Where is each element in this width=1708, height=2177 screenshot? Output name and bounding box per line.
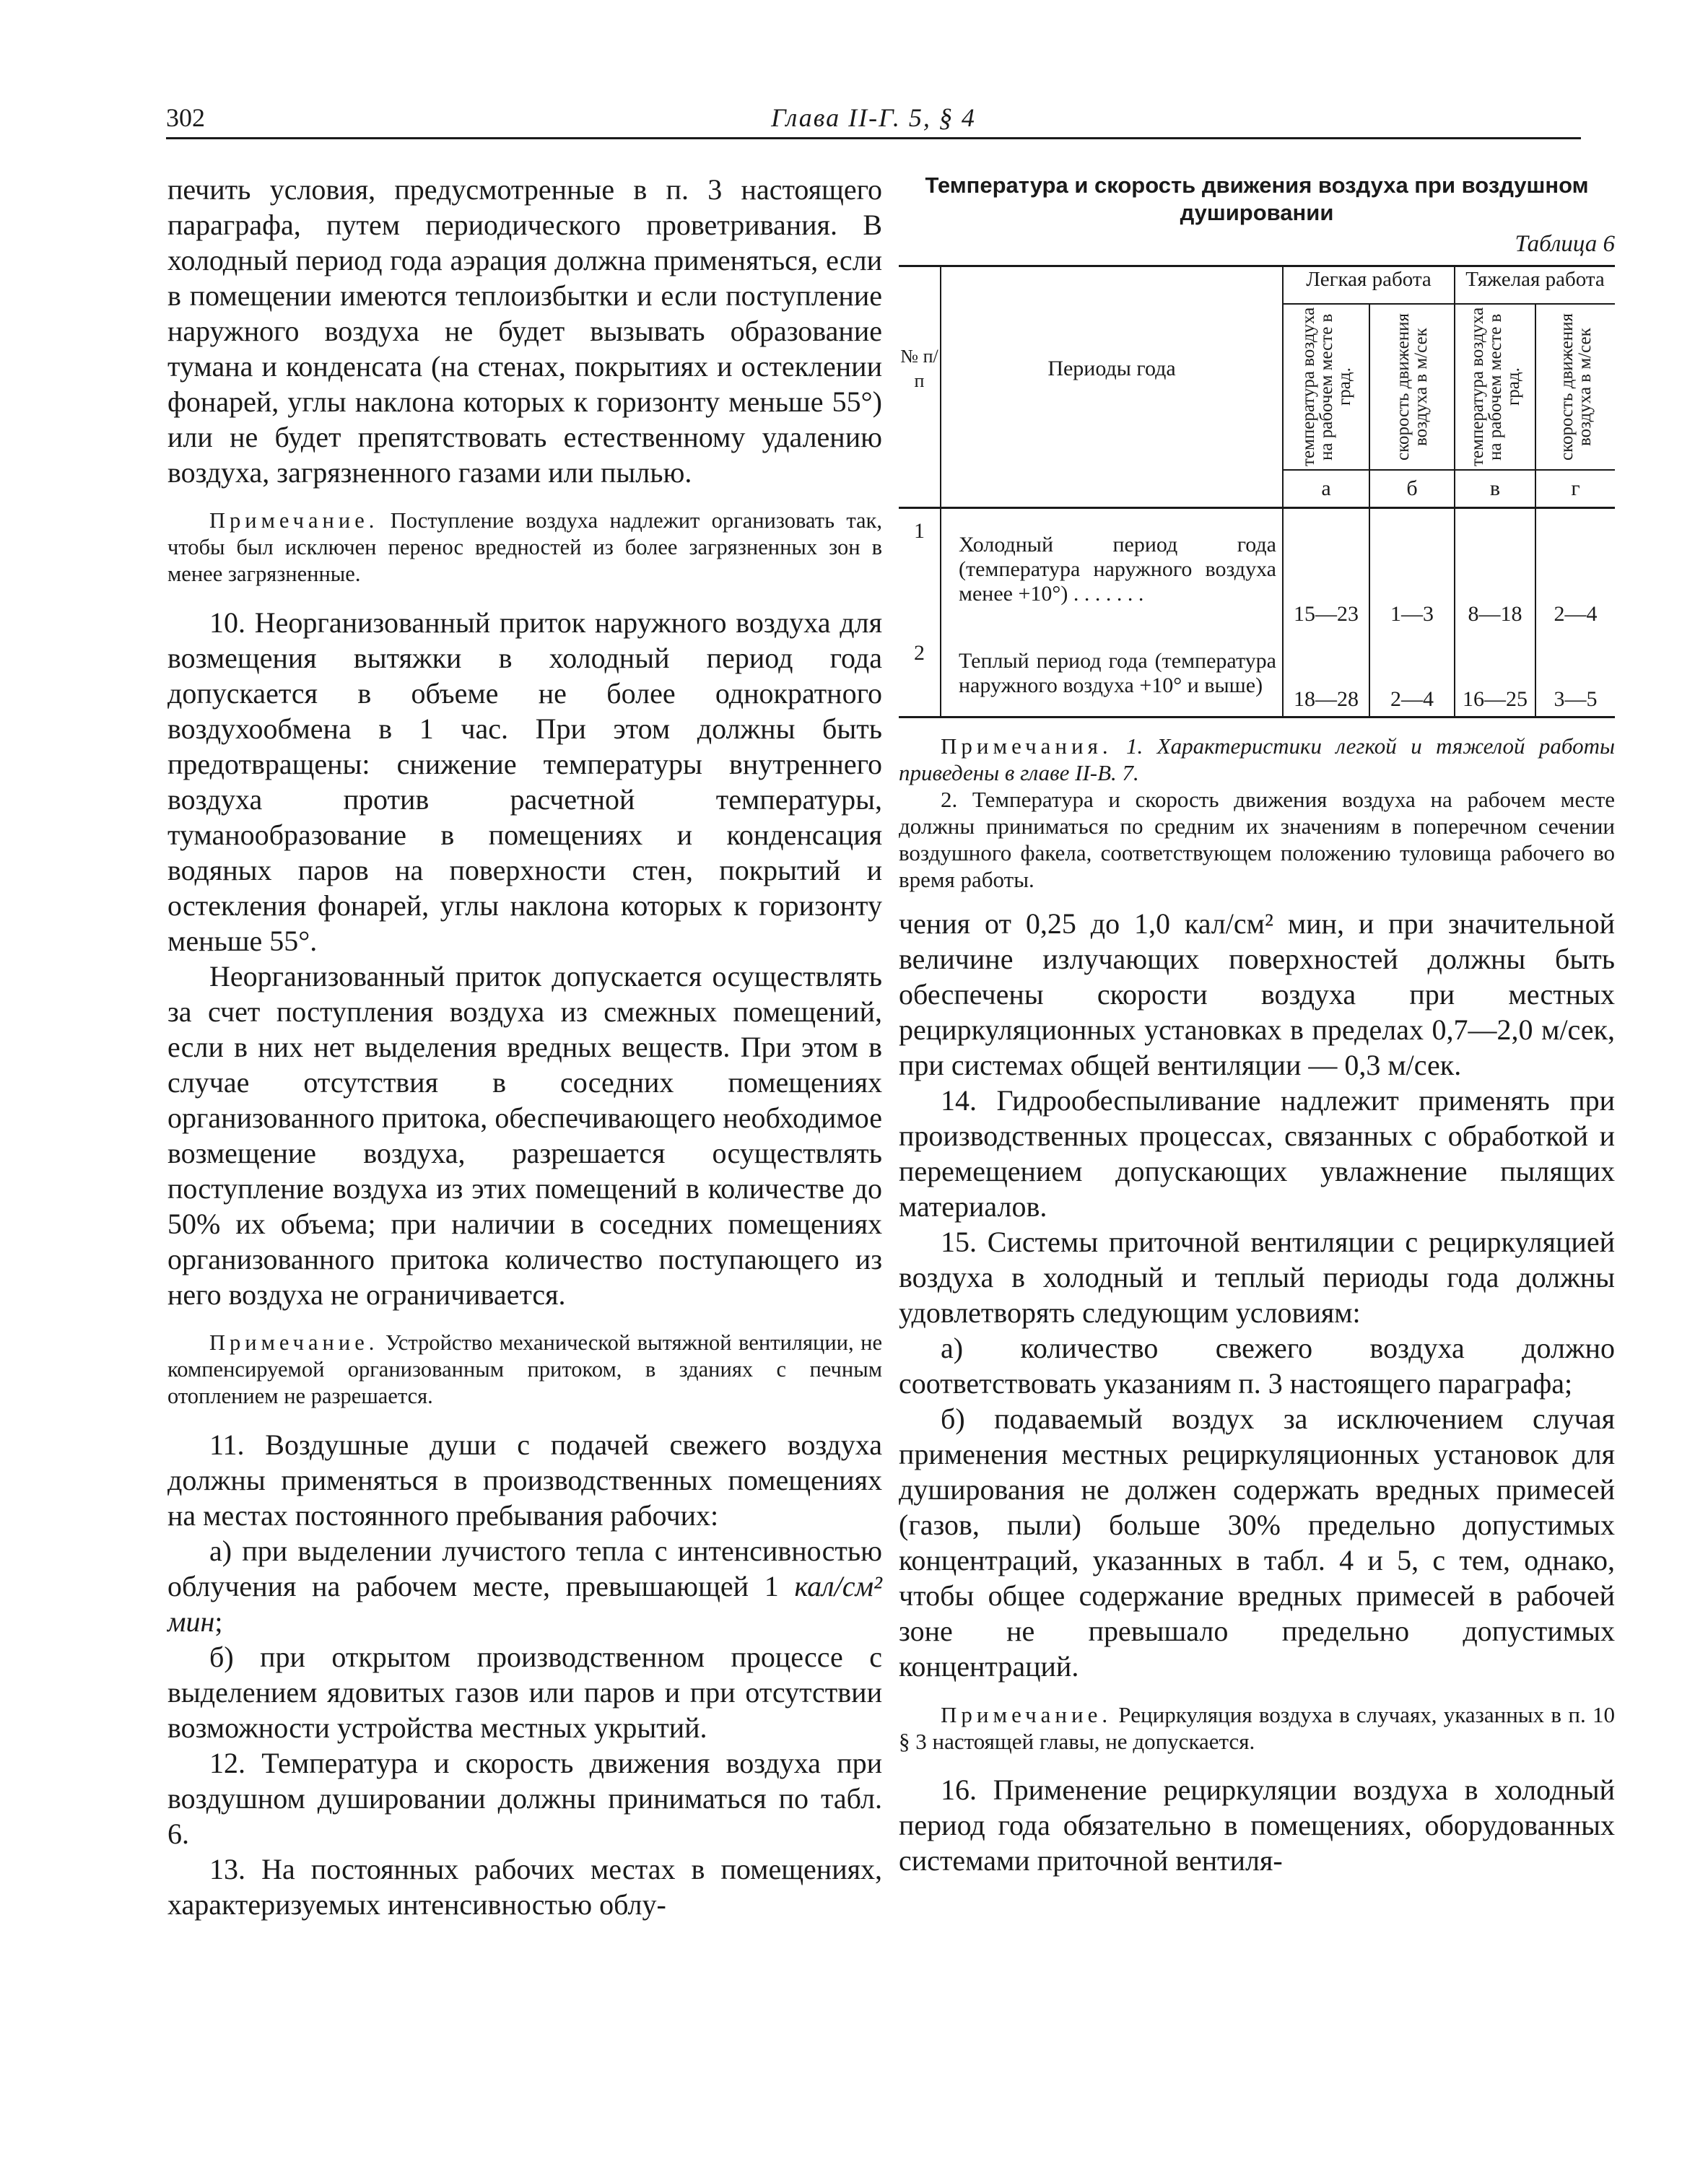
paragraph-11a-text: а) при выделении лучистого тепла с интенсивностью облучения на рабочем месте, превышающей 1 — [167, 1535, 882, 1602]
left-column — [167, 172, 882, 1922]
column-header-speed-heavy-text: скорость движения воздуха в м/сек — [1556, 313, 1595, 461]
column-header-period: Периоды года — [941, 266, 1283, 471]
note-label: Примечание. — [209, 1330, 379, 1355]
note-label: Примечания. — [941, 733, 1112, 759]
note-label: Примечание. — [941, 1702, 1112, 1727]
paragraph-9-continuation: печить условия, предусмотренные в п. 3 настоящего параграфа, путем периодического проветривания. В холодный период года аэрация должна применяться, если в помещении имеются теплоизбытки и если поступление наружного воздуха не будет вызывать образование тумана и конденсата (на стенах, покрытиях и остеклении фонарей, углы наклона которых к горизонту меньше 55°) или не будет препятствовать естественному удалению воздуха, загрязненного газами или пылью. — [167, 173, 882, 489]
cell-speed-light: 1—3 — [1369, 508, 1455, 631]
paragraph-16: 16. Применение рециркуляции воздуха в холодный период года обязательно в помещениях, оборудованных системами приточной вентиля- — [899, 1774, 1615, 1877]
column-letter-a: а — [1283, 470, 1369, 508]
page-number: 302 — [166, 103, 205, 132]
column-header-temp-light — [1283, 304, 1369, 470]
chapter-reference: Глава II-Г. 5, § 4 — [771, 103, 976, 132]
note-text: Рециркуляция воздуха в случаях, указанных в п. 10 § 3 настоящей главы, не допускается. — [899, 1702, 1615, 1754]
paragraph-13-continuation: чения от 0,25 до 1,0 кал/см² мин, и при значительной величине излучающих поверхностей должны быть обеспечены скорости воздуха при местных рециркуляционных установках в пределах 0,7—2,0 м/сек, при системах общей вентиляции — 0,3 м/сек. — [899, 907, 1615, 1081]
paragraph-10: 10. Неорганизованный приток наружного воздуха для возмещения вытяжки в холодный период года допускается в объеме не более однократного воздухообмена в 1 час. При этом должны быть предотвращены: снижение температуры внутреннего воздуха против расчетной температуры, туманообразование в помещениях и конденсация водяных паров на поверхности стен, покрытий и остекления фонарей, углы наклона которых к горизонту меньше 55°. — [167, 606, 882, 957]
row-number: 1 — [914, 519, 925, 543]
right-column — [899, 172, 1615, 1878]
note-paragraph-15 — [899, 1701, 1615, 1755]
note-label: Примечание. — [209, 508, 379, 533]
paragraph-11a-end: ; — [214, 1605, 223, 1638]
column-group-heavy-work: Тяжелая работа — [1455, 266, 1615, 305]
table-title: Температура и скорость движения воздуха при воздушном душировании — [925, 173, 1589, 225]
cell-speed-heavy: 2—4 — [1535, 508, 1615, 631]
column-header-temp-heavy-text: температура воздуха на рабочем месте в град. — [1467, 307, 1523, 467]
cell-temp-heavy: 8—18 — [1455, 508, 1535, 631]
row-period: Холодный период года (температура наружного воздуха менее +10°) . . . . . . . — [941, 508, 1283, 631]
column-header-speed-light-text: скорость движения воздуха в м/сек — [1393, 313, 1431, 461]
note-text: Устройство механической вытяжной вентиляции, не компенсируемой организованным притоком, в зданиях с печным отоплением не разрешается. — [167, 1330, 883, 1408]
cell-speed-heavy: 3—5 — [1535, 631, 1615, 717]
paragraph-14: 14. Гидрообеспыливание надлежит применять при производственных процессах, связанных с обработкой и перемещением допускающих увлажнение пылящих материалов. — [899, 1084, 1615, 1223]
paragraph-15: 15. Системы приточной вентиляции с рециркуляцией воздуха в холодный и теплый периоды года должны удовлетворять следующим условиям: — [899, 1226, 1615, 1329]
column-header-number: № п/п — [899, 266, 941, 471]
unit-text: кал/см² мин — [167, 1570, 882, 1638]
cell-temp-light: 18—28 — [1283, 631, 1369, 717]
paragraph-12: 12. Температура и скорость движения воздуха при воздушном душировании должны приниматься по табл. 6. — [167, 1747, 882, 1850]
table-note-1 — [899, 733, 1615, 786]
letter-cell-empty — [899, 470, 941, 508]
column-letter-g: г — [1535, 470, 1615, 508]
note-paragraph-10 — [167, 1330, 882, 1410]
cell-temp-heavy: 16—25 — [1455, 631, 1535, 717]
column-header-temp-light-text: температура воздуха на рабочем месте в град. — [1298, 307, 1354, 467]
paragraph-15b: б) подаваемый воздух за исключением случая применения местных рециркуляционных установок для душирования не должен содержать вредных примесей (газов, пыли) больше 30% предельно допустимых концентраций, указанных в табл. 4 и 5, с тем, однако, чтобы общее содержание вредных примесей в рабочей зоне не превышало предельно допустимых концентраций. — [899, 1402, 1615, 1683]
table-row — [899, 631, 1615, 717]
table-note-2: 2. Температура и скорость движения воздуха на рабочем месте должны приниматься по средним их значениям в поперечном сечении воздушного факела, соответствующем положению туловища рабочего во время работы. — [899, 787, 1615, 892]
running-head — [166, 101, 1581, 139]
paragraph-13: 13. На постоянных рабочих местах в помещениях, характеризуемых интенсивностью облу- — [167, 1853, 882, 1921]
column-header-speed-light — [1369, 304, 1455, 470]
column-letter-v: в — [1455, 470, 1535, 508]
paragraph-11: 11. Воздушные души с подачей свежего воздуха должны применяться в производственных помещениях на местах постоянного пребывания рабочих: — [167, 1428, 882, 1532]
note-paragraph-9 — [167, 507, 882, 588]
cell-temp-light: 15—23 — [1283, 508, 1369, 631]
paragraph-15a: а) количество свежего воздуха должно соответствовать указаниям п. 3 настоящего параграфа; — [899, 1332, 1615, 1400]
table-row — [899, 508, 1615, 631]
paragraph-10-second: Неорганизованный приток допускается осуществлять за счет поступления воздуха из смежных помещений, если в них нет выделения вредных веществ. При этом в случае отсутствия в соседних помещениях организованного притока, обеспечивающего необходимое возмещение воздуха, разрешается осуществлять поступление воздуха из этих помещений в количестве до 50% их объема; при наличии в соседних помещениях организованного притока количество поступающего из него воздуха не ограничивается. — [167, 960, 882, 1311]
paragraph-11a — [167, 1533, 882, 1639]
row-number: 2 — [899, 631, 941, 717]
column-header-temp-heavy — [1455, 304, 1535, 470]
table-label: Таблица 6 — [1515, 231, 1615, 257]
note-text: Поступление воздуха надлежит организовать так, чтобы был исключен перенос вредностей из более загрязненных зон в менее загрязненные. — [167, 508, 882, 586]
column-letter-b: б — [1369, 470, 1455, 508]
table-6 — [899, 265, 1615, 718]
cell-speed-light: 2—4 — [1369, 631, 1455, 717]
letter-cell-empty — [941, 470, 1283, 508]
paragraph-11b: б) при открытом производственном процессе с выделением ядовитых газов или паров и при отсутствии возможности устройства местных укрытий. — [167, 1641, 882, 1744]
column-header-speed-heavy — [1535, 304, 1615, 470]
column-group-light-work: Легкая работа — [1283, 266, 1455, 305]
note-text: 1. Характеристики легкой и тяжелой работы приведены в главе II-В. 7. — [899, 733, 1616, 785]
row-period: Теплый период года (температура наружного воздуха +10° и выше) — [941, 631, 1283, 717]
